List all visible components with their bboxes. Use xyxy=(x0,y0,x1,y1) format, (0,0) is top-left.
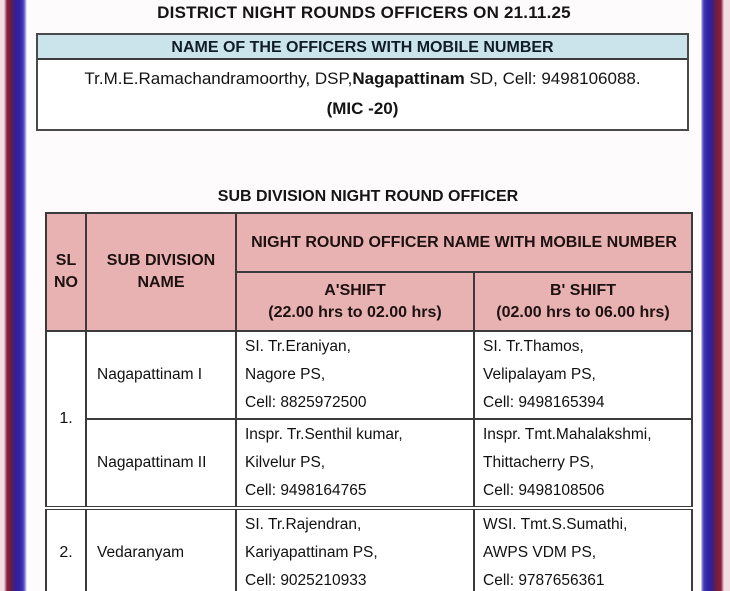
officer-cell-line: Cell: 9498165394 xyxy=(483,394,605,411)
a-shift-label: A'SHIFT xyxy=(324,281,386,299)
mic-code-text: (MIC -20) xyxy=(326,99,399,118)
officer-info-box xyxy=(36,33,689,131)
a-shift-officer-cell xyxy=(236,331,474,419)
table-row-nagapattinam-2 xyxy=(46,419,692,508)
header-officer-name-mobile-text: NIGHT ROUND OFFICER NAME WITH MOBILE NUMBER xyxy=(251,233,677,251)
b-shift-hours: (02.00 hrs to 06.00 hrs) xyxy=(496,303,670,321)
officer-station-line: Nagore PS, xyxy=(245,366,326,383)
b-shift-label: B' SHIFT xyxy=(549,281,617,299)
officer-cell-text: SD, Cell: 9498106088. xyxy=(464,69,641,88)
officer-detail-line xyxy=(42,63,683,95)
officer-cell-line: Cell: 9787656361 xyxy=(483,572,605,589)
b-shift-officer-cell xyxy=(474,331,692,419)
officer-cell-line: Cell: 8825972500 xyxy=(245,394,367,411)
officer-details xyxy=(38,60,687,129)
officer-station-line: Kilvelur PS, xyxy=(245,454,326,471)
officer-station-line: Velipalayam PS, xyxy=(483,366,596,383)
sub-division-cell: Nagapattinam II xyxy=(86,419,236,508)
officer-name-line: SI. Tr.Thamos, xyxy=(483,338,584,355)
b-shift-officer-cell xyxy=(474,508,692,591)
right-border-frame xyxy=(700,0,730,591)
header-sl-no: SL NO xyxy=(46,213,86,331)
officer-cell-line: Cell: 9498108506 xyxy=(483,482,605,499)
officer-name-line: SI. Tr.Rajendran, xyxy=(245,516,362,533)
sub-division-cell: Nagapattinam I xyxy=(86,331,236,419)
header-b-shift xyxy=(474,272,692,331)
officer-cell-line: Cell: 9025210933 xyxy=(245,572,367,589)
sub-division-cell: Vedaranyam xyxy=(86,508,236,591)
table-header-row-1 xyxy=(46,213,692,272)
officer-district-text: Nagapattinam xyxy=(352,69,465,88)
a-shift-hours: (22.00 hrs to 02.00 hrs) xyxy=(268,303,442,321)
left-border-frame xyxy=(0,0,30,591)
officer-station-line: Kariyapattinam PS, xyxy=(245,544,378,561)
officer-station-line: Thittacherry PS, xyxy=(483,454,595,471)
officer-name-line: WSI. Tmt.S.Sumathi, xyxy=(483,516,628,533)
sl-no-cell: 2. xyxy=(46,508,86,591)
page-title: DISTRICT NIGHT ROUNDS OFFICERS ON 21.11.25 xyxy=(157,3,571,22)
a-shift-officer-cell xyxy=(236,419,474,508)
officer-cell-line: Cell: 9498164765 xyxy=(245,482,367,499)
officer-station-line: AWPS VDM PS, xyxy=(483,544,597,561)
header-a-shift xyxy=(236,272,474,331)
table-row-vedaranyam xyxy=(46,508,692,591)
officer-name-line: SI. Tr.Eraniyan, xyxy=(245,338,351,355)
header-officer-name-mobile xyxy=(236,213,692,272)
officer-name-line: Inspr. Tmt.Mahalakshmi, xyxy=(483,426,652,443)
a-shift-officer-cell xyxy=(236,508,474,591)
sl-no-cell: 1. xyxy=(46,331,86,508)
table-row-nagapattinam-1 xyxy=(46,331,692,419)
section-heading: SUB DIVISION NIGHT ROUND OFFICER xyxy=(217,188,519,205)
b-shift-officer-cell xyxy=(474,419,692,508)
officers-banner-heading: NAME OF THE OFFICERS WITH MOBILE NUMBER xyxy=(38,35,687,60)
officer-name-text: Tr.M.E.Ramachandramoorthy, DSP, xyxy=(84,69,353,88)
night-round-officers-table xyxy=(45,212,693,591)
header-sub-division-name: SUB DIVISION NAME xyxy=(86,213,236,331)
officer-name-line: Inspr. Tr.Senthil kumar, xyxy=(245,426,403,443)
